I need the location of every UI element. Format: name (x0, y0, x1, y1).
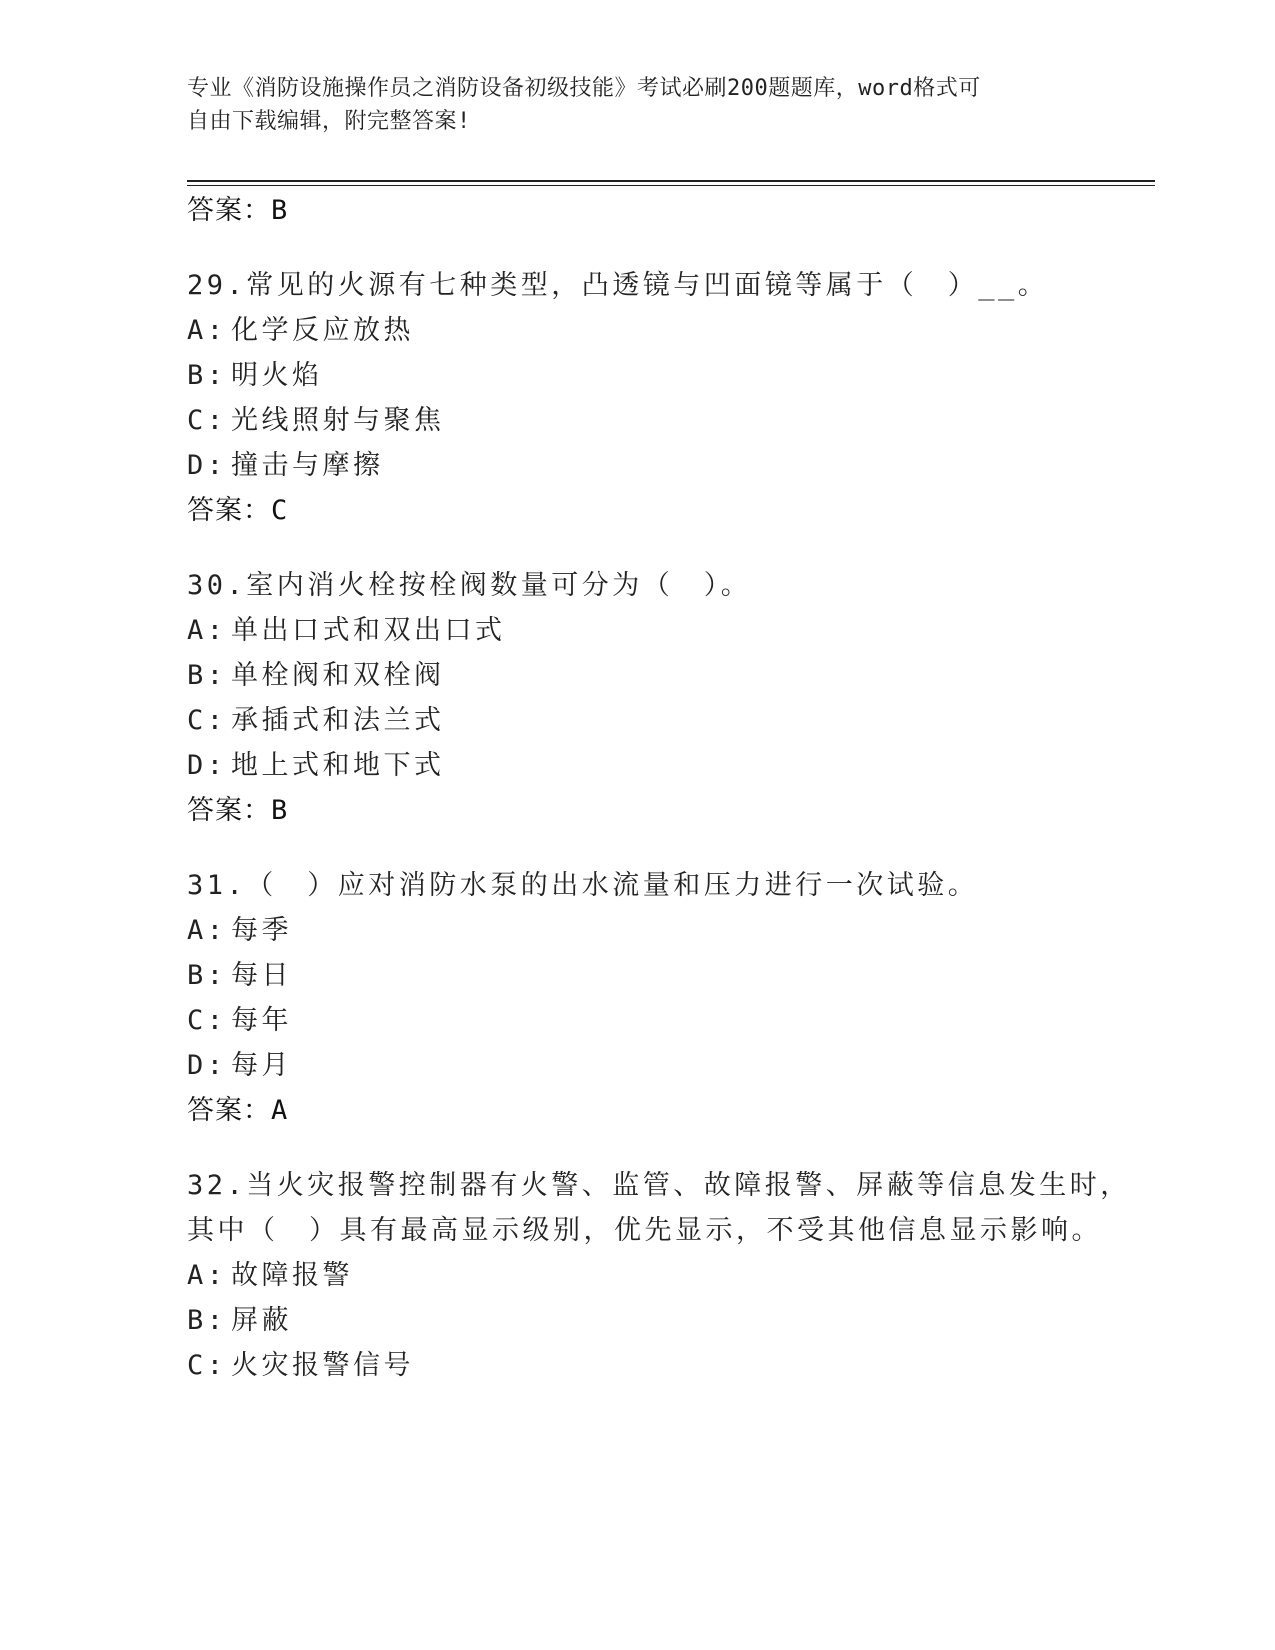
question-block (187, 563, 1155, 833)
header-line-2: 自由下载编辑，附完整答案! (187, 109, 471, 134)
question-stem: 31.（ ）应对消防水泵的出水流量和压力进行一次试验。 (187, 870, 979, 901)
option-key: C: (187, 705, 227, 736)
option-text: 单栓阀和双栓阀 (231, 660, 445, 691)
option-a (187, 608, 1155, 653)
option-text: 地上式和地下式 (231, 750, 445, 781)
option-text: 故障报警 (231, 1260, 353, 1291)
question-block (187, 263, 1155, 533)
option-d (187, 443, 1155, 488)
option-text: 每季 (231, 915, 292, 946)
document-header (187, 72, 1067, 138)
option-key: A: (187, 315, 227, 346)
answer-line: 答案：B (187, 795, 289, 826)
option-key: A: (187, 1260, 227, 1291)
option-d (187, 743, 1155, 788)
option-a (187, 308, 1155, 353)
option-key: B: (187, 360, 227, 391)
option-d (187, 1043, 1155, 1088)
option-key: D: (187, 1050, 227, 1081)
option-b (187, 353, 1155, 398)
header-divider-thick (187, 180, 1155, 182)
option-text: 光线照射与聚焦 (231, 405, 445, 436)
option-text: 明火焰 (231, 360, 323, 391)
option-text: 屏蔽 (231, 1305, 292, 1336)
option-key: A: (187, 915, 227, 946)
option-text: 每月 (231, 1050, 292, 1081)
option-b (187, 653, 1155, 698)
option-a (187, 908, 1155, 953)
option-text: 每日 (231, 960, 292, 991)
option-text: 化学反应放热 (231, 315, 414, 346)
header-line-1: 专业《消防设施操作员之消防设备初级技能》考试必刷200题题库，word格式可 (187, 76, 981, 101)
option-key: C: (187, 405, 227, 436)
option-b (187, 953, 1155, 998)
option-a (187, 1253, 1155, 1298)
option-c (187, 398, 1155, 443)
option-key: B: (187, 960, 227, 991)
option-key: A: (187, 615, 227, 646)
answer-line: 答案：C (187, 495, 289, 526)
option-text: 承插式和法兰式 (231, 705, 445, 736)
option-c (187, 1343, 1155, 1388)
question-stem: 30.室内消火栓按栓阀数量可分为（ ）。 (187, 570, 752, 601)
option-key: D: (187, 450, 227, 481)
option-key: B: (187, 660, 227, 691)
answer-line: 答案：B (187, 195, 289, 226)
option-b (187, 1298, 1155, 1343)
option-text: 撞击与摩擦 (231, 450, 384, 481)
answer-line: 答案：A (187, 1095, 289, 1126)
option-text: 单出口式和双出口式 (231, 615, 506, 646)
option-key: B: (187, 1305, 227, 1336)
option-key: D: (187, 750, 227, 781)
question-stem: 29.常见的火源有七种类型，凸透镜与凹面镜等属于（ ）__。 (187, 270, 1049, 301)
question-stem: 32.当火灾报警控制器有火警、监管、故障报警、屏蔽等信息发生时，其中（ ）具有最高显示级别，优先显示，不受其他信息显示影响。 (187, 1170, 1131, 1246)
option-c (187, 998, 1155, 1043)
header-divider-thin (187, 185, 1155, 186)
question-block (187, 1163, 1155, 1388)
option-key: C: (187, 1350, 227, 1381)
option-text: 每年 (231, 1005, 292, 1036)
option-c (187, 698, 1155, 743)
option-text: 火灾报警信号 (231, 1350, 414, 1381)
question-block (187, 863, 1155, 1133)
question-list (187, 188, 1155, 1388)
option-key: C: (187, 1005, 227, 1036)
